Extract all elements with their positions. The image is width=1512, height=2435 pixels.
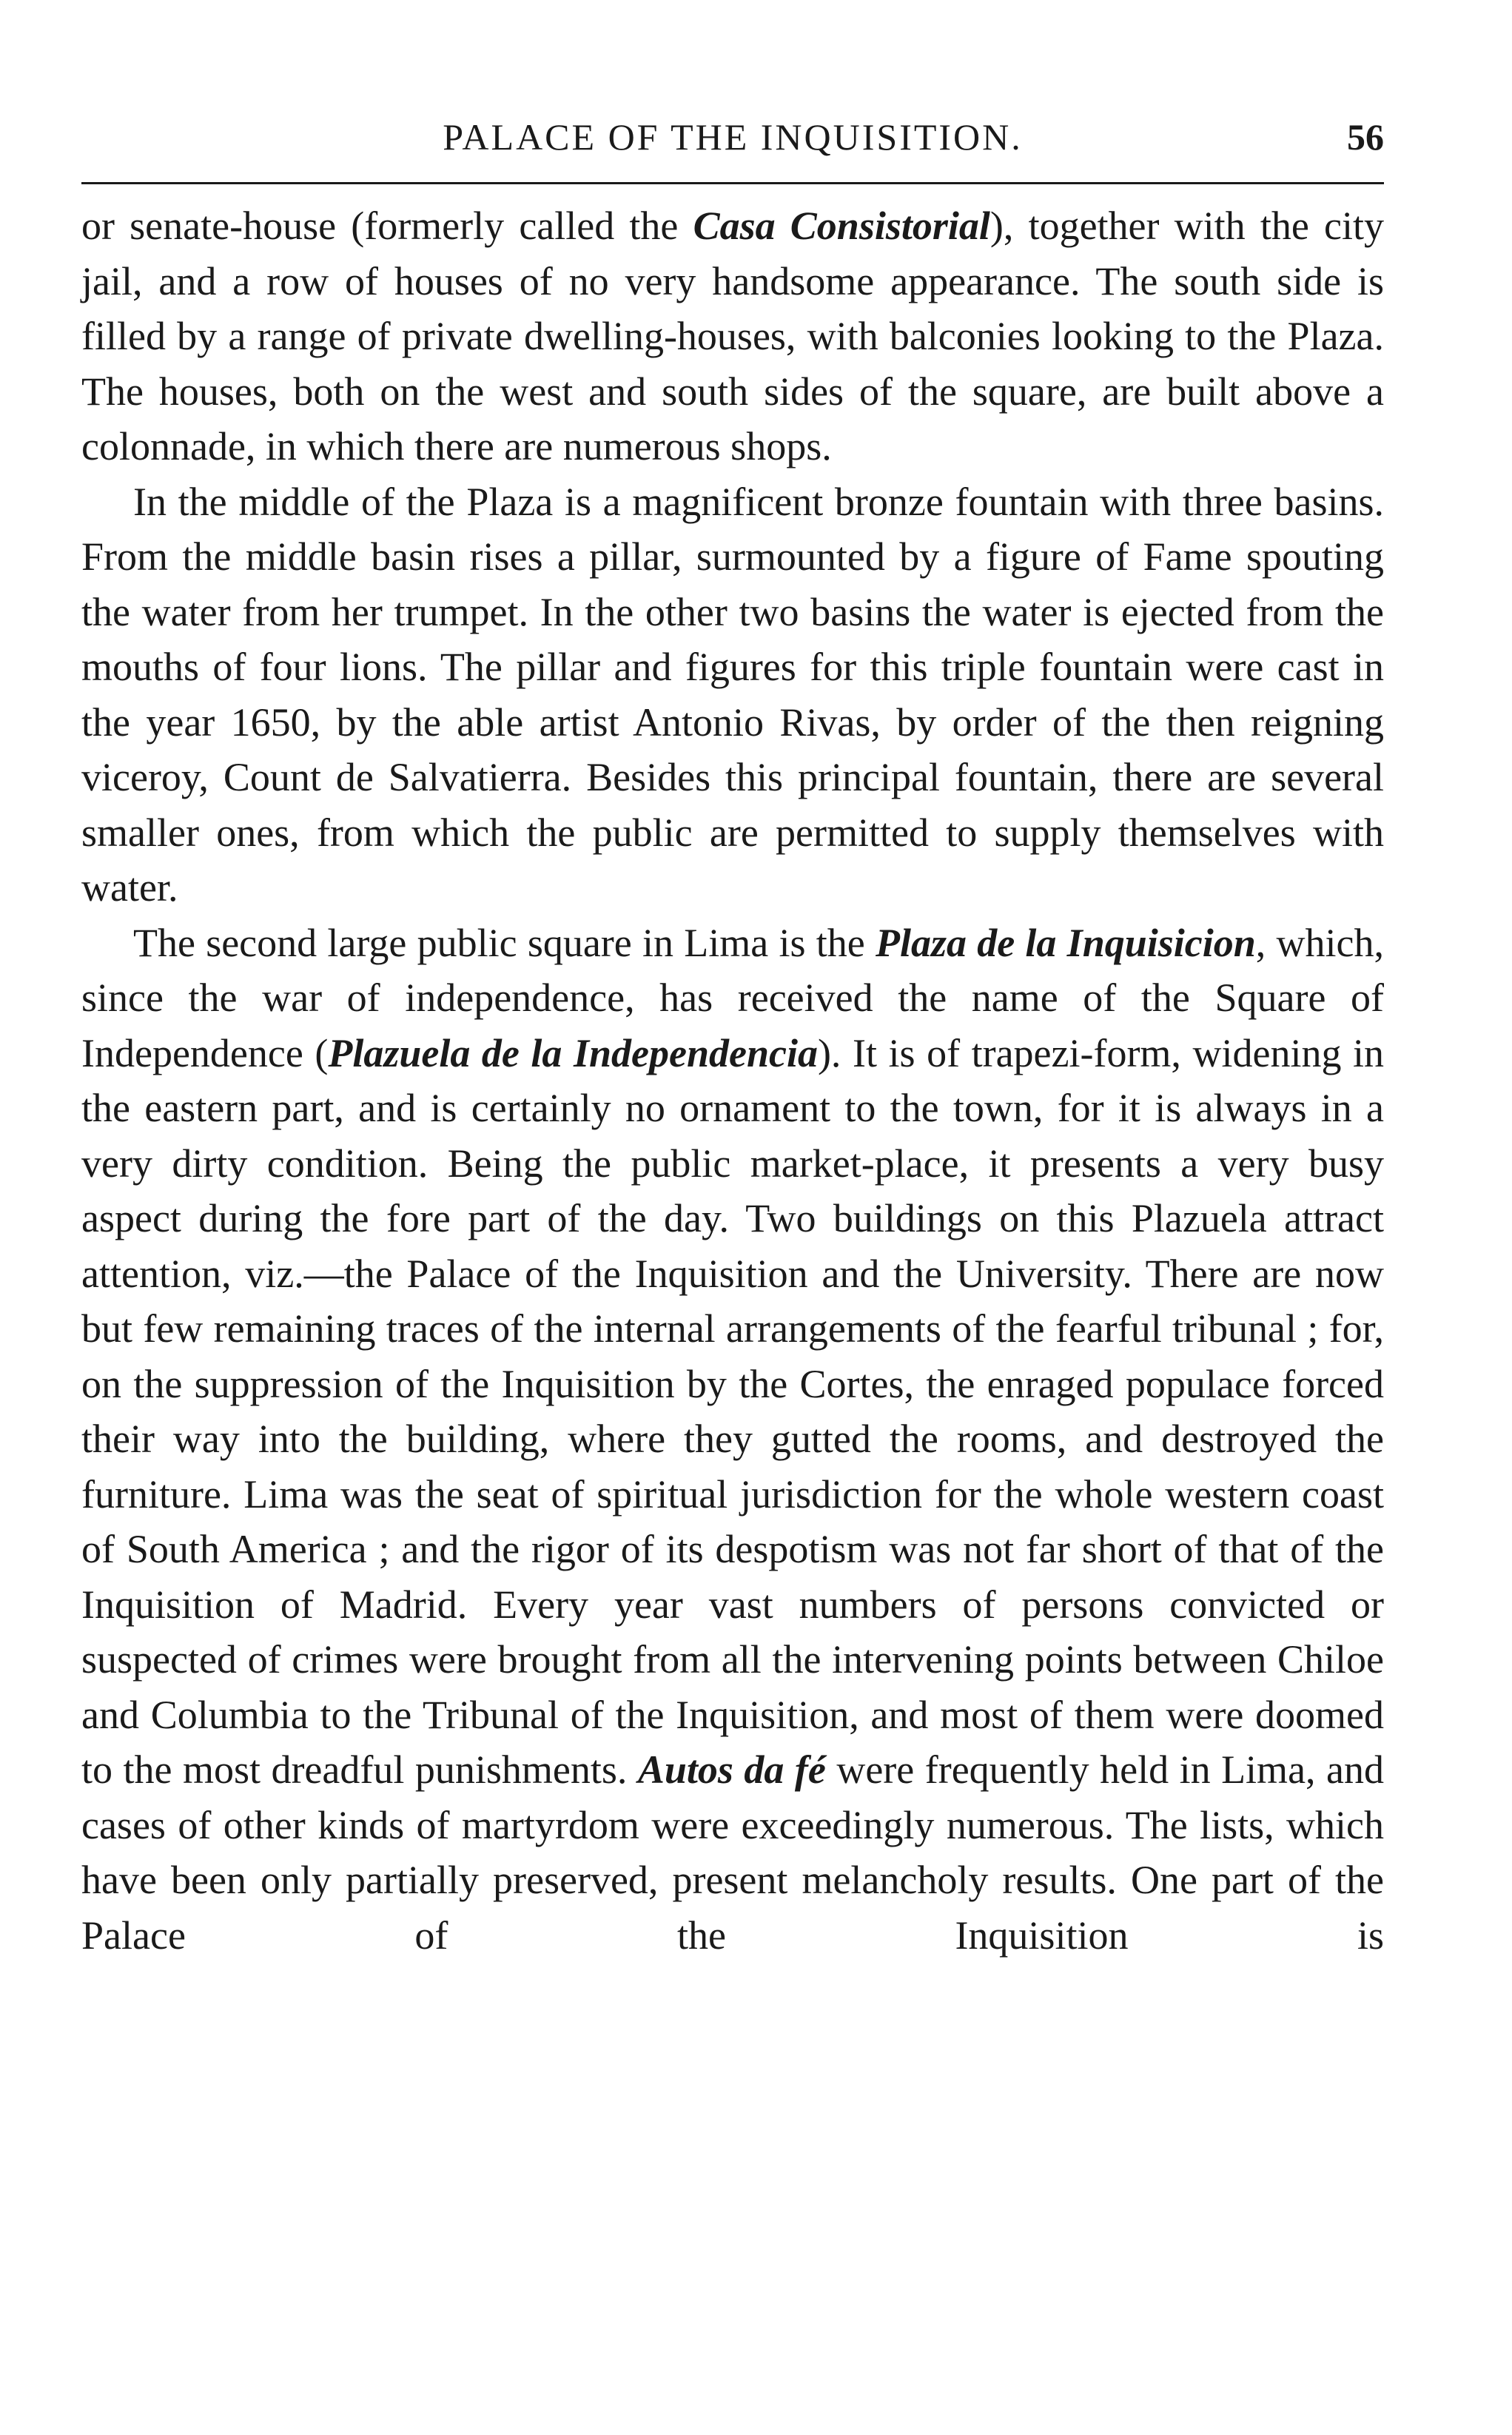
running-title: PALACE OF THE INQUISITION. <box>443 116 1023 158</box>
paragraph-1-text: or senate-house (formerly called the <box>81 204 693 248</box>
running-head <box>81 111 1384 163</box>
italic-phrase-plaza-de-la-inquisicion: Plaza de la Inquisicion <box>875 920 1256 965</box>
paragraph-2 <box>81 474 1384 916</box>
paragraph-1 <box>81 198 1384 474</box>
paragraph-3-text: , which, since the war of independence, has received the name of the Square of Independence ( <box>81 920 1384 1075</box>
paragraph-2-text: In the middle of the Plaza is a magnificent bronze fountain with three basins. From the middle basin rises a pillar, surmounted by a figure of Fame spouting the water from her trumpet. In the other two basins the water is ejected from the mouths of four lions. The pillar and figures for this triple fountain were cast in the year 1650, by the able artist Antonio Rivas, by order of the then reigning viceroy, Count de Salvatierra. Besides this principal fountain, there are several smaller ones, from which the public are permitted to supply themselves with water. <box>81 479 1384 910</box>
paragraph-3-text: The second large public square in Lima is the <box>133 920 876 965</box>
paragraph-3-text: were frequently held in Lima, and cases of other kinds of martyrdom were exceedingly numerous. The lists, which have been only partially preserved, present melancholy results. One part of the Palace of the Inquisition is <box>81 1747 1384 1958</box>
header-rule <box>81 182 1384 184</box>
italic-phrase-autos-da-fe: Autos da fé <box>637 1747 826 1792</box>
body-text <box>81 198 1384 1963</box>
page-number: 56 <box>1347 116 1384 158</box>
paragraph-3 <box>81 916 1384 1964</box>
italic-phrase-plazuela-de-la-independencia: Plazuela de la Independencia <box>328 1030 818 1075</box>
paragraph-1-text: ), together with the city jail, and a row of houses of no very handsome appearance. The south side is filled by a range of private dwelling-houses, with balconies looking to the Plaza. The houses, both on the west and south sides of the square, are built above a colonnade, in which there are numerous shops. <box>81 204 1384 468</box>
italic-phrase-casa-consistorial: Casa Consistorial <box>693 204 990 248</box>
paragraph-3-text: ). It is of trapezi-form, widening in the eastern part, and is certainly no ornament to the town, for it is always in a very dirty condition. Being the public market-place, it presents a very busy aspect during the fore part of the day. Two buildings on this Plazuela attract attention, viz.—the Palace of the Inquisition and the University. There are now but few remaining traces of the internal arrangements of the fearful tribunal ; for, on the suppression of the Inquisition by the Cortes, the enraged populace forced their way into the building, where they gutted the rooms, and destroyed the furniture. Lima was the seat of spiritual jurisdiction for the whole western coast of South America ; and the rigor of its despotism was not far short of that of the Inquisition of Madrid. Every year vast numbers of persons convicted or suspected of crimes were brought from all the intervening points between Chiloe and Columbia to the Tribunal of the Inquisition, and most of them were doomed to the most dreadful punishments. <box>81 1030 1384 1792</box>
